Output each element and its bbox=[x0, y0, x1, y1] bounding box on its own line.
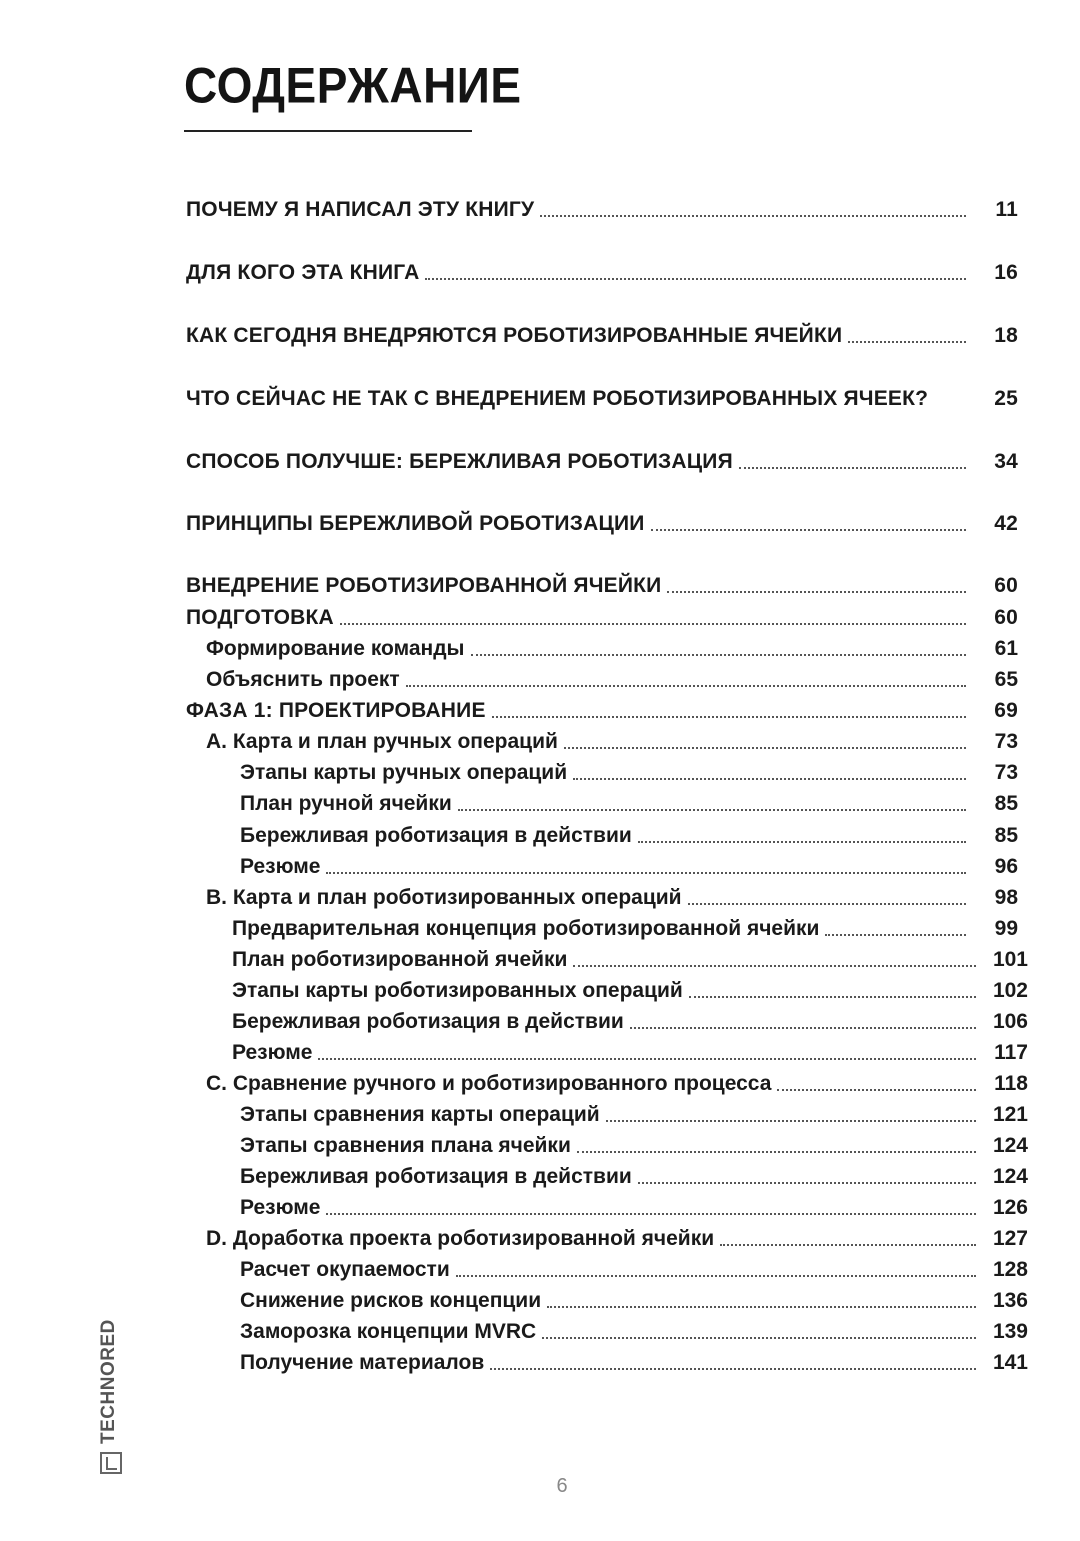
dot-leader bbox=[688, 903, 966, 905]
toc-entry[interactable] bbox=[206, 1072, 1028, 1096]
dot-leader bbox=[456, 1275, 976, 1277]
toc-entry-page: 126 bbox=[992, 1196, 1028, 1219]
toc-entry[interactable] bbox=[240, 1320, 1028, 1344]
toc-entry-page: 11 bbox=[995, 198, 1018, 221]
dot-leader bbox=[542, 1337, 976, 1339]
toc-entry[interactable] bbox=[186, 699, 1018, 723]
toc-entry-page: 25 bbox=[994, 387, 1018, 410]
toc-entry-title: ПОДГОТОВКА bbox=[186, 606, 334, 629]
dot-leader bbox=[547, 1306, 976, 1308]
toc-entry-page: 117 bbox=[994, 1041, 1028, 1064]
toc-entry-title: Бережливая роботизация в действии bbox=[232, 1010, 624, 1033]
toc-entry-page: 102 bbox=[992, 979, 1028, 1002]
toc-entry-title: Объяснить проект bbox=[206, 668, 400, 691]
toc-entry[interactable] bbox=[240, 792, 1018, 816]
toc-entry-page: 85 bbox=[994, 824, 1018, 847]
dot-leader bbox=[689, 996, 976, 998]
toc-entry[interactable] bbox=[240, 1165, 1028, 1189]
dot-leader bbox=[638, 841, 966, 843]
toc-entry-page: 141 bbox=[992, 1351, 1028, 1374]
dot-leader bbox=[425, 278, 966, 280]
dot-leader bbox=[540, 215, 966, 217]
toc-entry-page: 101 bbox=[992, 948, 1028, 971]
toc-entry-title: Резюме bbox=[240, 855, 321, 878]
toc-entry-page: 61 bbox=[994, 637, 1018, 660]
toc-entry[interactable] bbox=[232, 948, 1028, 972]
toc-entry[interactable] bbox=[206, 637, 1018, 661]
dot-leader bbox=[326, 872, 966, 874]
toc-entry[interactable] bbox=[186, 606, 1018, 630]
toc-entry-page: 60 bbox=[994, 606, 1018, 629]
publisher-logo-icon bbox=[100, 1452, 122, 1474]
toc-entry-page: 60 bbox=[994, 574, 1018, 597]
toc-entry-page: 139 bbox=[992, 1320, 1028, 1343]
toc-entry-title: Бережливая роботизация в действии bbox=[240, 824, 632, 847]
toc-entry[interactable] bbox=[232, 917, 1018, 941]
dot-leader bbox=[606, 1120, 976, 1122]
toc-entry[interactable] bbox=[186, 198, 1018, 222]
dot-leader bbox=[739, 467, 966, 469]
page-number: 6 bbox=[556, 1475, 568, 1497]
dot-leader bbox=[340, 623, 966, 625]
dot-leader bbox=[471, 654, 967, 656]
toc-entry[interactable] bbox=[206, 730, 1018, 754]
toc-entry-title: СПОСОБ ПОЛУЧШЕ: БЕРЕЖЛИВАЯ РОБОТИЗАЦИЯ bbox=[186, 450, 733, 473]
toc-entry-title: B. Карта и план роботизированных операций bbox=[206, 886, 682, 909]
toc-entry[interactable] bbox=[206, 1227, 1028, 1251]
toc-entry-title: ФАЗА 1: ПРОЕКТИРОВАНИЕ bbox=[186, 699, 486, 722]
toc-entry[interactable] bbox=[240, 1196, 1028, 1220]
toc-entry-title: Резюме bbox=[240, 1196, 321, 1219]
toc-entry[interactable] bbox=[186, 261, 1018, 285]
dot-leader bbox=[720, 1244, 976, 1246]
dot-leader bbox=[573, 965, 976, 967]
dot-leader bbox=[825, 934, 966, 936]
toc-entry[interactable] bbox=[186, 450, 1018, 474]
toc-entry-title: ЧТО СЕЙЧАС НЕ ТАК С ВНЕДРЕНИЕМ РОБОТИЗИРОВАННЫХ ЯЧЕЕК? bbox=[186, 387, 929, 410]
toc-entry-title: Бережливая роботизация в действии bbox=[240, 1165, 632, 1188]
dot-leader bbox=[406, 685, 966, 687]
dot-leader bbox=[848, 341, 966, 343]
toc-entry-title: Этапы сравнения плана ячейки bbox=[240, 1134, 571, 1157]
toc-entry-title: Этапы карты роботизированных операций bbox=[232, 979, 683, 1002]
toc-entry-page: 99 bbox=[994, 917, 1018, 940]
toc-entry-title: Расчет окупаемости bbox=[240, 1258, 450, 1281]
toc-entry-title: ПОЧЕМУ Я НАПИСАЛ ЭТУ КНИГУ bbox=[186, 198, 535, 221]
toc-entry-page: 42 bbox=[994, 512, 1018, 535]
dot-leader bbox=[326, 1213, 976, 1215]
toc-entry-page: 73 bbox=[994, 761, 1018, 784]
toc-entry-title: Снижение рисков концепции bbox=[240, 1289, 542, 1312]
toc-entry-title: C. Сравнение ручного и роботизированного процесса bbox=[206, 1072, 772, 1095]
dot-leader bbox=[667, 591, 966, 593]
toc-entry-title: План роботизированной ячейки bbox=[232, 948, 568, 971]
toc-entry[interactable] bbox=[186, 387, 1018, 411]
toc-entry-page: 118 bbox=[994, 1072, 1028, 1095]
toc-entry-title: Формирование команды bbox=[206, 637, 465, 660]
toc-entry-title: ДЛЯ КОГО ЭТА КНИГА bbox=[186, 261, 420, 284]
dot-leader bbox=[564, 747, 966, 749]
toc-entry-title: Этапы карты ручных операций bbox=[240, 761, 568, 784]
toc-entry-title: Резюме bbox=[232, 1041, 313, 1064]
toc-entry[interactable] bbox=[232, 979, 1028, 1003]
dot-leader bbox=[777, 1089, 976, 1091]
dot-leader bbox=[638, 1182, 976, 1184]
toc-entry-page: 124 bbox=[992, 1134, 1028, 1157]
toc-entry[interactable] bbox=[232, 1041, 1028, 1065]
dot-leader bbox=[490, 1368, 976, 1370]
toc-entry-page: 121 bbox=[992, 1103, 1028, 1126]
toc-entry-page: 128 bbox=[992, 1258, 1028, 1281]
toc-entry[interactable] bbox=[186, 574, 1018, 598]
toc-entry-title: Заморозка концепции MVRC bbox=[240, 1320, 537, 1343]
toc-entry-title: A. Карта и план ручных операций bbox=[206, 730, 558, 753]
toc-entry[interactable] bbox=[240, 1351, 1028, 1375]
toc-entry-page: 73 bbox=[994, 730, 1018, 753]
dot-leader bbox=[651, 529, 966, 531]
page-title: СОДЕРЖАНИЕ bbox=[184, 57, 522, 114]
toc-entry-title: ПРИНЦИПЫ БЕРЕЖЛИВОЙ РОБОТИЗАЦИИ bbox=[186, 512, 645, 535]
toc-entry[interactable] bbox=[206, 668, 1018, 692]
dot-leader bbox=[573, 778, 966, 780]
toc-entry[interactable] bbox=[240, 824, 1018, 848]
toc-entry-title: Этапы сравнения карты операций bbox=[240, 1103, 600, 1126]
toc-entry-page: 98 bbox=[994, 886, 1018, 909]
toc-entry[interactable] bbox=[186, 324, 1018, 348]
toc-entry-title: Получение материалов bbox=[240, 1351, 485, 1374]
toc-entry-title: ВНЕДРЕНИЕ РОБОТИЗИРОВАННОЙ ЯЧЕЙКИ bbox=[186, 574, 662, 597]
toc-entry-page: 127 bbox=[992, 1227, 1028, 1250]
toc-entry[interactable] bbox=[240, 855, 1018, 879]
toc-entry-page: 16 bbox=[994, 261, 1018, 284]
dot-leader bbox=[577, 1151, 976, 1153]
toc-entry-page: 124 bbox=[992, 1165, 1028, 1188]
toc-entry[interactable] bbox=[240, 1258, 1028, 1282]
publisher-brand bbox=[98, 1320, 128, 1480]
dot-leader bbox=[630, 1027, 976, 1029]
toc-entry-page: 85 bbox=[994, 792, 1018, 815]
toc-entry-page: 69 bbox=[994, 699, 1018, 722]
toc-entry[interactable] bbox=[240, 761, 1018, 785]
toc-entry-title: КАК СЕГОДНЯ ВНЕДРЯЮТСЯ РОБОТИЗИРОВАННЫЕ ЯЧЕЙКИ bbox=[186, 324, 843, 347]
toc-entry-page: 18 bbox=[994, 324, 1018, 347]
toc-entry[interactable] bbox=[206, 886, 1018, 910]
toc-entry[interactable] bbox=[240, 1289, 1028, 1313]
toc-entry-page: 96 bbox=[994, 855, 1018, 878]
title-underline bbox=[184, 130, 472, 132]
dot-leader bbox=[492, 716, 966, 718]
toc-entry[interactable] bbox=[232, 1010, 1028, 1034]
toc-entry-title: D. Доработка проекта роботизированной ячейки bbox=[206, 1227, 715, 1250]
toc-entry[interactable] bbox=[240, 1134, 1028, 1158]
toc-entry-page: 65 bbox=[994, 668, 1018, 691]
toc-entry[interactable] bbox=[186, 512, 1018, 536]
toc-entry-title: Предварительная концепция роботизированной ячейки bbox=[232, 917, 820, 940]
toc-entry-page: 136 bbox=[992, 1289, 1028, 1312]
publisher-name: TECHNORED bbox=[98, 1319, 119, 1444]
toc-entry-page: 34 bbox=[994, 450, 1018, 473]
dot-leader bbox=[458, 809, 966, 811]
toc-entry[interactable] bbox=[240, 1103, 1028, 1127]
dot-leader bbox=[318, 1058, 976, 1060]
toc-entry-page: 106 bbox=[992, 1010, 1028, 1033]
toc-entry-title: План ручной ячейки bbox=[240, 792, 452, 815]
